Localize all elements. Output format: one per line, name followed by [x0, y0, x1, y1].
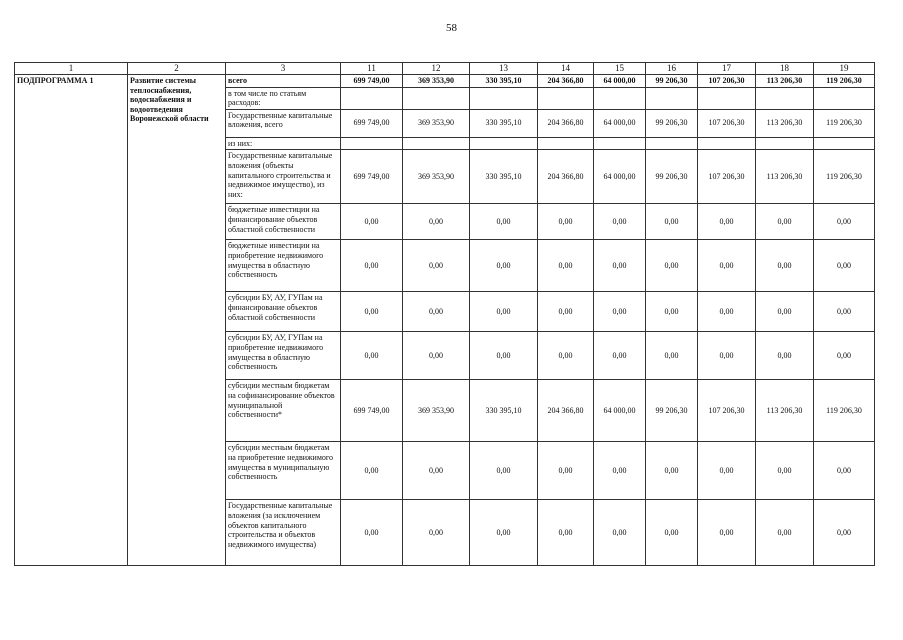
column-header: 11: [341, 63, 403, 75]
value-cell: 0,00: [698, 442, 756, 500]
value-cell: 0,00: [594, 240, 646, 292]
value-cell: [646, 87, 698, 109]
table-row: [15, 75, 875, 88]
value-cell: 699 749,00: [341, 75, 403, 88]
budget-table: [14, 62, 875, 566]
value-cell: 64 000,00: [594, 109, 646, 137]
row-label: из них:: [226, 137, 341, 150]
value-cell: 99 206,30: [646, 150, 698, 204]
value-cell: 113 206,30: [756, 380, 814, 442]
value-cell: 119 206,30: [814, 109, 875, 137]
column-header: 18: [756, 63, 814, 75]
value-cell: 330 395,10: [470, 380, 538, 442]
value-cell: 0,00: [646, 442, 698, 500]
value-cell: 0,00: [594, 204, 646, 240]
row-label: в том числе по статьям расходов:: [226, 87, 341, 109]
value-cell: 0,00: [341, 240, 403, 292]
value-cell: 99 206,30: [646, 75, 698, 88]
value-cell: 0,00: [538, 240, 594, 292]
value-cell: 0,00: [538, 332, 594, 380]
program-title: Развитие системы теплоснабжения, водоснабжения и водоотведения Воронежской области: [128, 75, 226, 566]
value-cell: 0,00: [698, 204, 756, 240]
value-cell: 0,00: [341, 442, 403, 500]
value-cell: 0,00: [594, 442, 646, 500]
value-cell: 0,00: [470, 442, 538, 500]
value-cell: 0,00: [341, 204, 403, 240]
value-cell: 0,00: [698, 500, 756, 566]
column-header: 15: [594, 63, 646, 75]
value-cell: [698, 87, 756, 109]
row-label: субсидии БУ, АУ, ГУПам на финансирование объектов областной собственности: [226, 292, 341, 332]
value-cell: 0,00: [538, 204, 594, 240]
value-cell: 0,00: [594, 292, 646, 332]
column-header: 1: [15, 63, 128, 75]
value-cell: 0,00: [403, 292, 470, 332]
column-header: 12: [403, 63, 470, 75]
value-cell: 0,00: [594, 500, 646, 566]
row-label: субсидии местным бюджетам на приобретение недвижимого имущества в муниципальную собственность: [226, 442, 341, 500]
value-cell: [756, 137, 814, 150]
value-cell: 0,00: [538, 442, 594, 500]
row-label: субсидии местным бюджетам на софинансирование объектов муниципальной собственности*: [226, 380, 341, 442]
column-header: 16: [646, 63, 698, 75]
value-cell: 0,00: [646, 292, 698, 332]
row-label: Государственные капитальные вложения (за исключением объектов капитального строительства и объектов недвижимого имущества): [226, 500, 341, 566]
value-cell: 0,00: [470, 204, 538, 240]
value-cell: 0,00: [756, 500, 814, 566]
value-cell: 0,00: [403, 204, 470, 240]
value-cell: 0,00: [814, 442, 875, 500]
value-cell: 330 395,10: [470, 150, 538, 204]
value-cell: 0,00: [403, 500, 470, 566]
value-cell: [646, 137, 698, 150]
value-cell: 0,00: [756, 442, 814, 500]
column-header: 3: [226, 63, 341, 75]
value-cell: [698, 137, 756, 150]
value-cell: 699 749,00: [341, 380, 403, 442]
value-cell: [470, 137, 538, 150]
value-cell: 204 366,80: [538, 380, 594, 442]
column-header: 13: [470, 63, 538, 75]
value-cell: 0,00: [814, 240, 875, 292]
value-cell: 64 000,00: [594, 75, 646, 88]
value-cell: 330 395,10: [470, 75, 538, 88]
value-cell: 0,00: [470, 500, 538, 566]
value-cell: [814, 87, 875, 109]
value-cell: 0,00: [814, 292, 875, 332]
column-header: 17: [698, 63, 756, 75]
value-cell: 0,00: [341, 292, 403, 332]
value-cell: 369 353,90: [403, 380, 470, 442]
value-cell: 0,00: [756, 240, 814, 292]
value-cell: 0,00: [814, 332, 875, 380]
row-label: Государственные капитальные вложения, всего: [226, 109, 341, 137]
value-cell: [538, 137, 594, 150]
column-header: 19: [814, 63, 875, 75]
row-label: всего: [226, 75, 341, 88]
value-cell: 64 000,00: [594, 380, 646, 442]
value-cell: [814, 137, 875, 150]
value-cell: 107 206,30: [698, 380, 756, 442]
value-cell: 0,00: [646, 240, 698, 292]
value-cell: [756, 87, 814, 109]
value-cell: 119 206,30: [814, 150, 875, 204]
value-cell: 99 206,30: [646, 380, 698, 442]
value-cell: 369 353,90: [403, 75, 470, 88]
value-cell: 0,00: [470, 332, 538, 380]
value-cell: [403, 137, 470, 150]
value-cell: 0,00: [594, 332, 646, 380]
value-cell: 0,00: [470, 240, 538, 292]
value-cell: 0,00: [403, 442, 470, 500]
value-cell: 204 366,80: [538, 150, 594, 204]
value-cell: [470, 87, 538, 109]
value-cell: 0,00: [341, 500, 403, 566]
value-cell: 0,00: [538, 292, 594, 332]
value-cell: 0,00: [698, 332, 756, 380]
value-cell: [594, 87, 646, 109]
program-code: ПОДПРОГРАММА 1: [15, 75, 128, 566]
column-header: 14: [538, 63, 594, 75]
value-cell: 0,00: [698, 292, 756, 332]
value-cell: 113 206,30: [756, 109, 814, 137]
value-cell: 119 206,30: [814, 380, 875, 442]
value-cell: 119 206,30: [814, 75, 875, 88]
column-header: 2: [128, 63, 226, 75]
value-cell: 0,00: [756, 292, 814, 332]
value-cell: 699 749,00: [341, 109, 403, 137]
value-cell: 204 366,80: [538, 75, 594, 88]
row-label: субсидии БУ, АУ, ГУПам на приобретение недвижимого имущества в областную собственность: [226, 332, 341, 380]
value-cell: 699 749,00: [341, 150, 403, 204]
page-number: 58: [446, 22, 457, 34]
value-cell: 107 206,30: [698, 109, 756, 137]
table-body: [15, 75, 875, 566]
value-cell: 107 206,30: [698, 75, 756, 88]
value-cell: 99 206,30: [646, 109, 698, 137]
column-number-row: [15, 63, 875, 75]
value-cell: 0,00: [756, 332, 814, 380]
value-cell: 0,00: [646, 204, 698, 240]
value-cell: 0,00: [403, 240, 470, 292]
value-cell: 0,00: [403, 332, 470, 380]
value-cell: 369 353,90: [403, 150, 470, 204]
value-cell: 0,00: [814, 204, 875, 240]
value-cell: 64 000,00: [594, 150, 646, 204]
value-cell: 0,00: [698, 240, 756, 292]
row-label: бюджетные инвестиции на финансирование объектов областной собственности: [226, 204, 341, 240]
value-cell: [341, 87, 403, 109]
value-cell: 204 366,80: [538, 109, 594, 137]
value-cell: [403, 87, 470, 109]
value-cell: 0,00: [470, 292, 538, 332]
value-cell: 0,00: [538, 500, 594, 566]
value-cell: 107 206,30: [698, 150, 756, 204]
value-cell: 0,00: [646, 332, 698, 380]
value-cell: 0,00: [341, 332, 403, 380]
value-cell: 0,00: [756, 204, 814, 240]
value-cell: 113 206,30: [756, 150, 814, 204]
value-cell: [538, 87, 594, 109]
value-cell: [341, 137, 403, 150]
value-cell: [594, 137, 646, 150]
value-cell: 0,00: [814, 500, 875, 566]
value-cell: 113 206,30: [756, 75, 814, 88]
row-label: бюджетные инвестиции на приобретение недвижимого имущества в областную собственность: [226, 240, 341, 292]
row-label: Государственные капитальные вложения (объекты капитального строительства и недвижимое имущество), из них:: [226, 150, 341, 204]
value-cell: 369 353,90: [403, 109, 470, 137]
value-cell: 330 395,10: [470, 109, 538, 137]
value-cell: 0,00: [646, 500, 698, 566]
